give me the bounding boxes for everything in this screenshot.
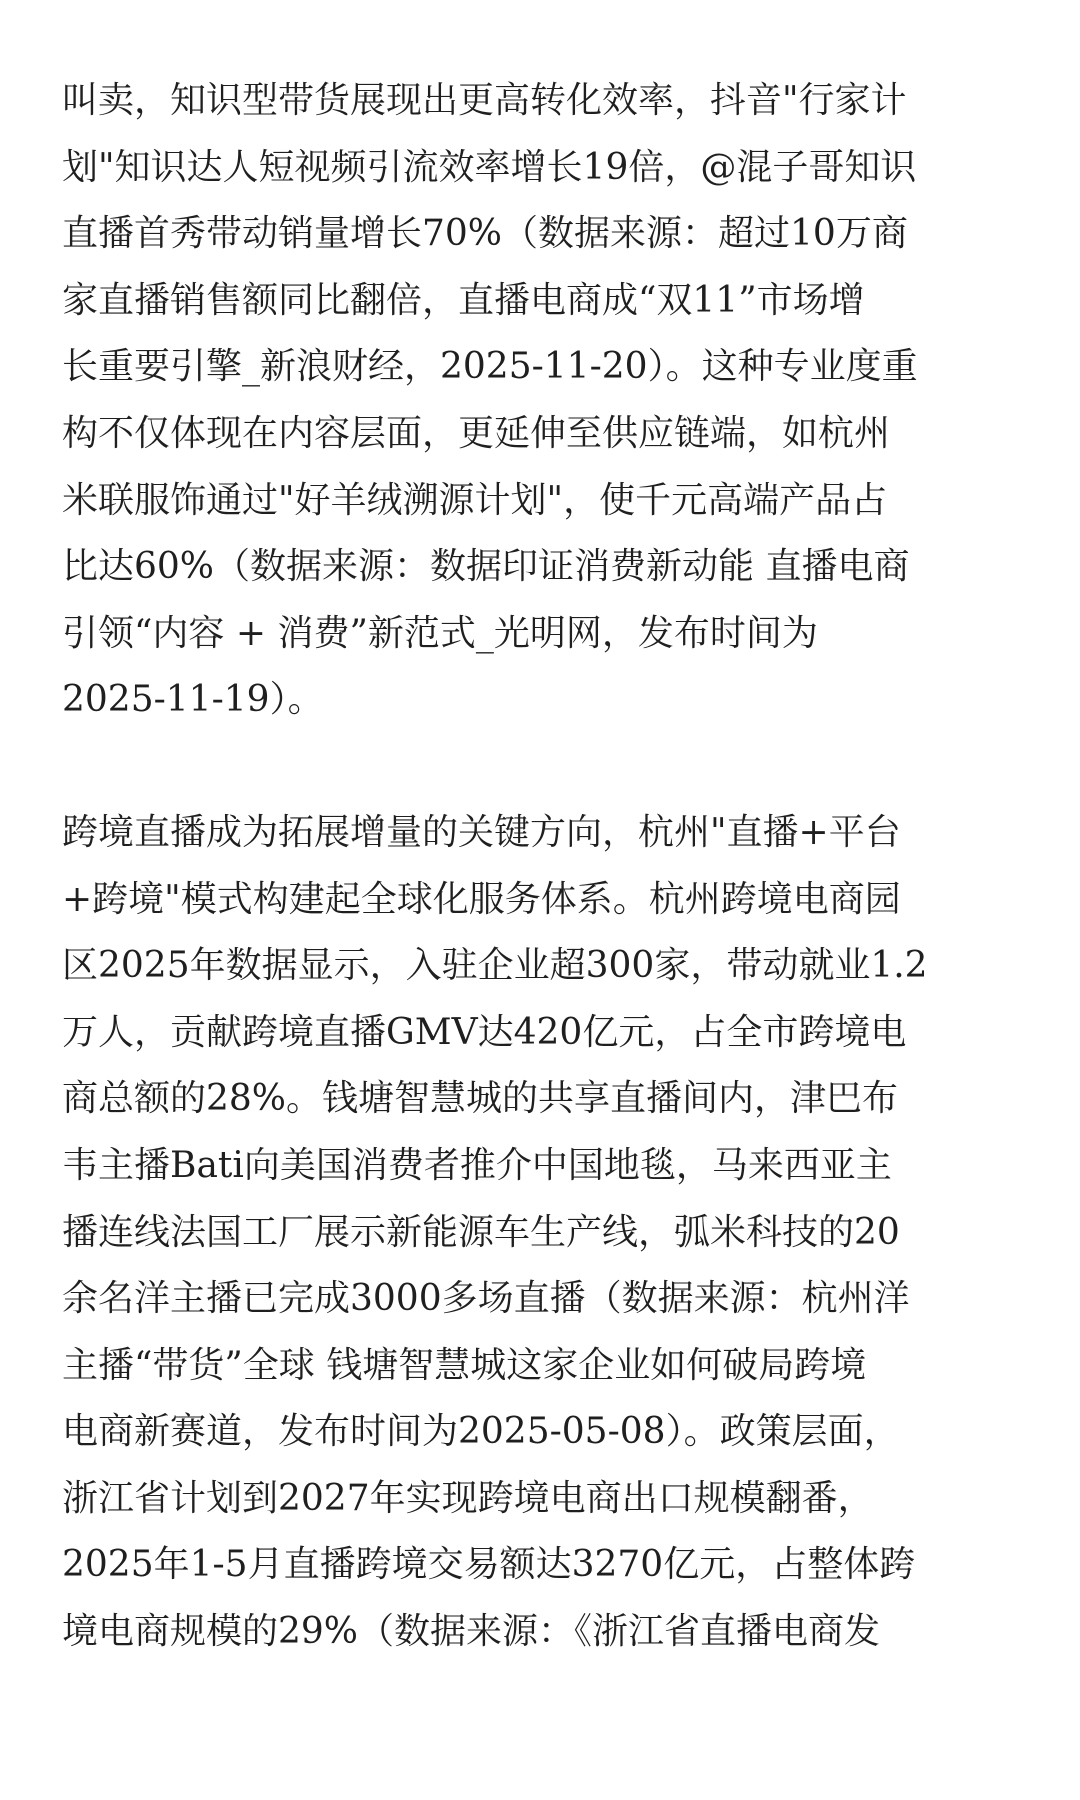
article-body: [62, 68, 1022, 1666]
paragraph-spacer: [62, 734, 1022, 800]
text-line: 米联服饰通过"好羊绒溯源计划"，使千元高端产品占: [62, 479, 888, 521]
text-line: 播连线法国工厂展示新能源车生产线，弧米科技的20: [62, 1211, 900, 1253]
text-line: 划"知识达人短视频引流效率增长19倍，@混子哥知识: [62, 146, 917, 188]
text-line: 2025-11-19）。: [62, 679, 324, 721]
text-line: 余名洋主播已完成3000多场直播（数据来源：杭州洋: [62, 1278, 910, 1320]
text-line: 构不仅体现在内容层面，更延伸至供应链端，如杭州: [62, 412, 891, 454]
text-line: 引领“内容 + 消费”新范式_光明网，发布时间为: [62, 612, 818, 654]
text-line: 长重要引擎_新浪财经，2025-11-20）。这种专业度重: [62, 346, 918, 388]
text-line: 韦主播Bati向美国消费者推介中国地毯，马来西亚主: [62, 1144, 892, 1186]
text-line: 比达60%（数据来源：数据印证消费新动能 直播电商: [62, 546, 910, 588]
text-line: 万人，贡献跨境直播GMV达420亿元，占全市跨境电: [62, 1011, 907, 1053]
text-line: 2025年1-5月直播跨境交易额达3270亿元，占整体跨: [62, 1544, 916, 1586]
text-line: 直播首秀带动销量增长70%（数据来源：超过10万商: [62, 213, 908, 255]
text-line: 主播“带货”全球 钱塘智慧城这家企业如何破局跨境: [62, 1344, 867, 1386]
text-line: 家直播销售额同比翻倍，直播电商成“双11”市场增: [62, 279, 865, 321]
text-line: 境电商规模的29%（数据来源：《浙江省直播电商发: [62, 1611, 881, 1653]
text-line: 商总额的28%。钱塘智慧城的共享直播间内，津巴布: [62, 1078, 899, 1120]
paragraph-livestream-knowledge: [62, 68, 1022, 734]
text-line: 区2025年数据显示，入驻企业超300家，带动就业1.2: [62, 945, 928, 987]
text-line: +跨境"模式构建起全球化服务体系。杭州跨境电商园: [62, 878, 901, 920]
paragraph-cross-border-livestream: [62, 800, 1022, 1666]
text-line: 浙江省计划到2027年实现跨境电商出口规模翻番，: [62, 1477, 874, 1519]
text-line: 叫卖，知识型带货展现出更高转化效率，抖音"行家计: [62, 80, 907, 121]
text-line: 跨境直播成为拓展增量的关键方向，杭州"直播+平台: [62, 811, 901, 853]
text-line: 电商新赛道，发布时间为2025-05-08）。政策层面，: [62, 1411, 900, 1453]
